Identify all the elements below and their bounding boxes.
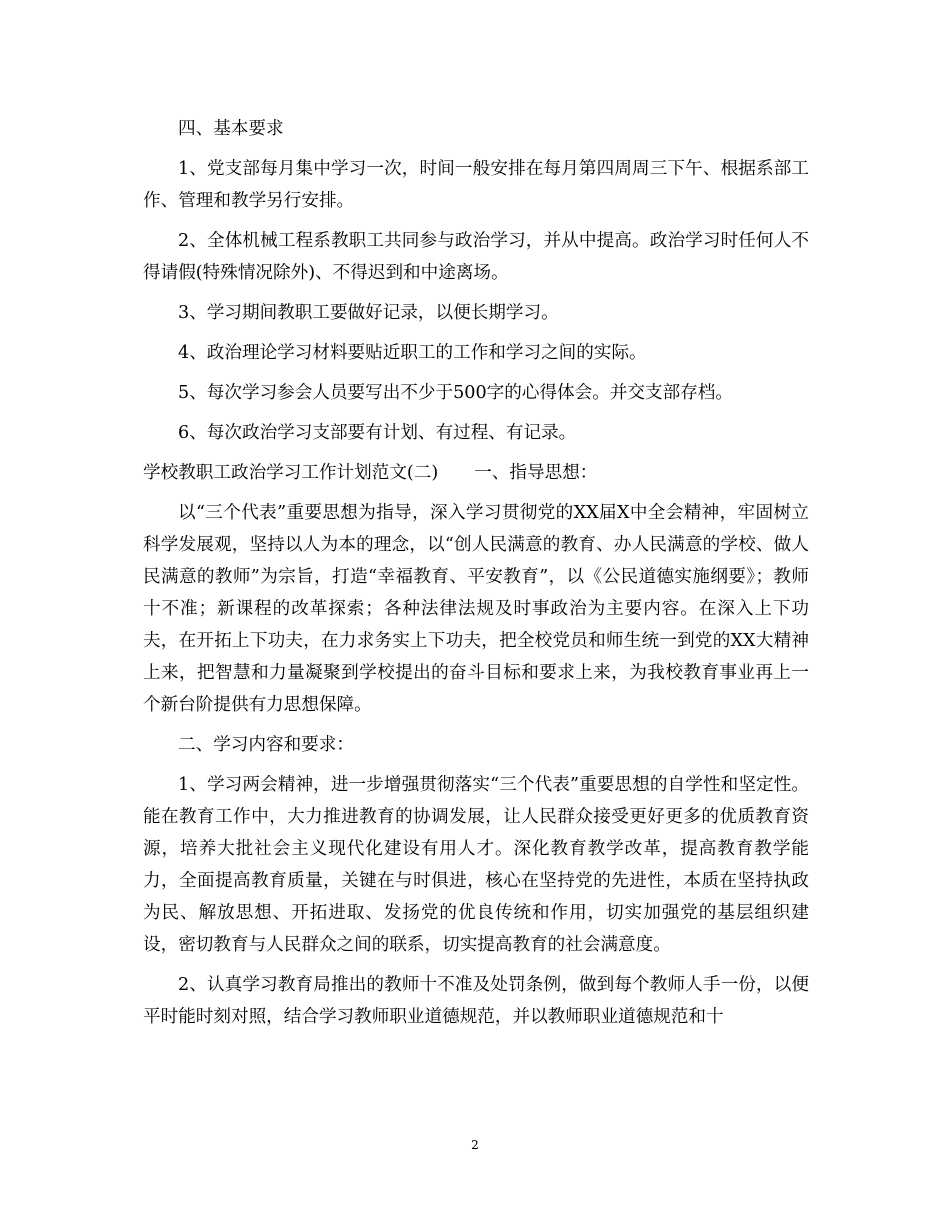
section-title: 学校教职工政治学习工作计划范文(二): [143, 463, 439, 483]
section-heading-line: [143, 457, 809, 489]
paragraph-heading-content-requirements: 二、学习内容和要求：: [178, 735, 354, 755]
paragraph-requirement-2: 2、全体机械工程系教职工共同参与政治学习，并从中提高。政治学习时任何人不得请假(特殊情况除外)、不得迟到和中途离场。: [143, 231, 809, 283]
paragraph-requirement-6: 6、每次政治学习支部要有计划、有过程、有记录。: [178, 423, 577, 443]
paragraph-heading-basic-requirements: 四、基本要求: [178, 119, 284, 139]
paragraph-content-1: 1、学习两会精神，进一步增强贯彻落实“三个代表”重要思想的自学性和坚定性。能在教育工作中，大力推进教育的协调发展，让人民群众接受更好更多的优质教育资源，培养大批社会主义现代化建设有用人才。深化教育教学改革，提高教育教学能力，全面提高教育质量，关键在与时俱进，核心在坚持党的先进性，本质在坚持执政为民、解放思想、开拓进取、发扬党的优良传统和作用，切实加强党的基层组织建设，密切教育与人民群众之间的联系，切实提高教育的社会满意度。: [143, 775, 809, 955]
paragraph-requirement-1: 1、党支部每月集中学习一次，时间一般安排在每月第四周周三下午、根据系部工作、管理和教学另行安排。: [143, 159, 809, 211]
paragraph-requirement-5: 5、每次学习参会人员要写出不少于500字的心得体会。并交支部存档。: [178, 383, 733, 403]
section-subheading: 一、指导思想：: [474, 463, 598, 483]
page-number: 2: [471, 1138, 479, 1152]
paragraph-content-2: 2、认真学习教育局推出的教师十不准及处罚条例，做到每个教师人手一份，以便平时能时刻对照，结合学习教师职业道德规范，并以教师职业道德规范和十: [143, 975, 809, 1027]
paragraph-guiding-ideology: 以“三个代表”重要思想为指导，深入学习贯彻党的XX届X中全会精神，牢固树立科学发展观，坚持以人为本的理念，以“创人民满意的教育、办人民满意的学校、做人民满意的教师”为宗旨，打造“幸福教育、平安教育”，以《公民道德实施纲要》；教师十不准；新课程的改革探索；各种法律法规及时事政治为主要内容。在深入上下功夫，在开拓上下功夫，在力求务实上下功夫，把全校党员和师生统一到党的XX大精神上来，把智慧和力量凝聚到学校提出的奋斗目标和要求上来，为我校教育事业再上一个新台阶提供有力思想保障。: [143, 503, 809, 715]
document-content: [143, 113, 809, 1041]
paragraph-requirement-4: 4、政治理论学习材料要贴近职工的工作和学习之间的实际。: [178, 343, 647, 363]
paragraph-requirement-3: 3、学习期间教职工要做好记录，以便长期学习。: [178, 303, 559, 323]
